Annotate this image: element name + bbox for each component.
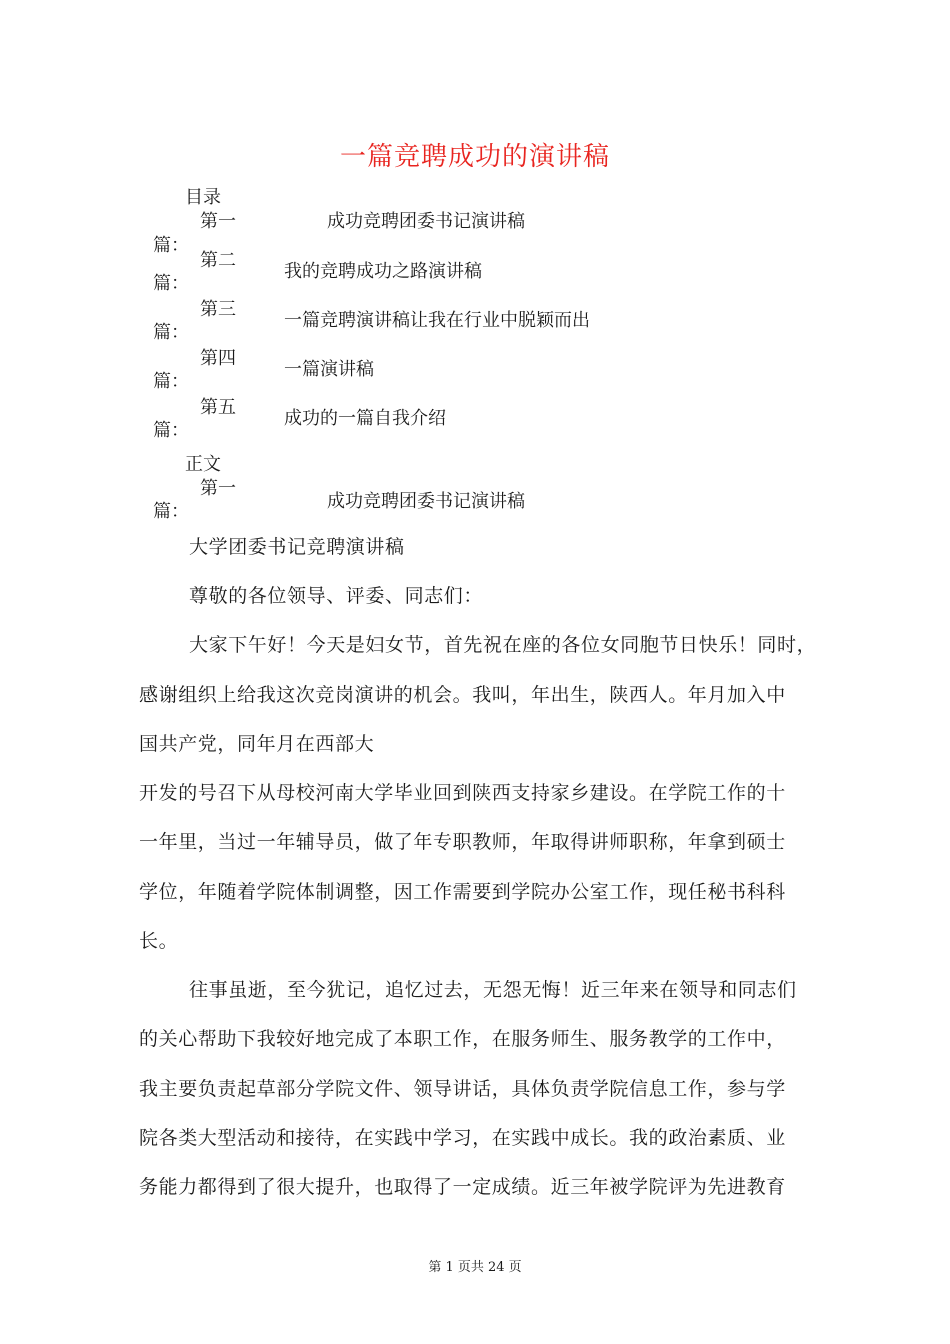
toc-item-1-suffix: 篇： <box>153 235 189 256</box>
section-1-num: 第一 <box>200 478 236 499</box>
paragraph-2-line-3: 我主要负责起草部分学院文件、领导讲话，具体负责学院信息工作，参与学 <box>139 1078 786 1100</box>
page-footer: 第 1 页共 24 页 <box>428 1260 522 1275</box>
toc-item-3-num: 第三 <box>200 299 236 320</box>
speech-subtitle: 大学团委书记竞聘演讲稿 <box>189 536 405 558</box>
toc-heading: 目录 <box>185 187 221 208</box>
toc-item-5-num: 第五 <box>200 397 236 418</box>
toc-item-2-label[interactable]: 我的竞聘成功之路演讲稿 <box>284 261 482 282</box>
paragraph-1-line-3: 国共产党，同年月在西部大 <box>139 733 375 755</box>
toc-item-5-label[interactable]: 成功的一篇自我介绍 <box>284 408 446 429</box>
paragraph-1-line-6: 学位，年随着学院体制调整，因工作需要到学院办公室工作，现任秘书科科 <box>139 881 786 903</box>
paragraph-1-line-2: 感谢组织上给我这次竞岗演讲的机会。我叫，年出生，陕西人。年月加入中 <box>139 684 786 706</box>
toc-item-4-suffix: 篇： <box>153 371 189 392</box>
paragraph-1-line-1: 大家下午好！今天是妇女节，首先祝在座的各位女同胞节日快乐！同时， <box>189 634 817 656</box>
toc-item-4-num: 第四 <box>200 348 236 369</box>
paragraph-2-line-2: 的关心帮助下我较好地完成了本职工作，在服务师生、服务教学的工作中， <box>139 1028 786 1050</box>
paragraph-2-line-4: 院各类大型活动和接待，在实践中学习，在实践中成长。我的政治素质、业 <box>139 1127 786 1149</box>
toc-item-3-suffix: 篇： <box>153 322 189 343</box>
section-1-title: 成功竞聘团委书记演讲稿 <box>327 491 525 512</box>
section-1-suffix: 篇： <box>153 501 189 522</box>
paragraph-1-line-4: 开发的号召下从母校河南大学毕业回到陕西支持家乡建设。在学院工作的十 <box>139 782 786 804</box>
toc-item-3-label[interactable]: 一篇竞聘演讲稿让我在行业中脱颖而出 <box>284 310 590 331</box>
paragraph-2-line-1: 往事虽逝，至今犹记，追忆过去，无怨无悔！近三年来在领导和同志们 <box>189 979 797 1001</box>
paragraph-1-line-5: 一年里，当过一年辅导员，做了年专职教师，年取得讲师职称，年拿到硕士 <box>139 831 786 853</box>
document-title: 一篇竞聘成功的演讲稿 <box>339 142 610 172</box>
speech-greeting: 尊敬的各位领导、评委、同志们： <box>189 585 484 607</box>
toc-item-4-label[interactable]: 一篇演讲稿 <box>284 359 374 380</box>
paragraph-2-line-5: 务能力都得到了很大提升，也取得了一定成绩。近三年被学院评为先进教育 <box>139 1176 786 1198</box>
body-heading: 正文 <box>185 454 221 475</box>
paragraph-1-line-7: 长。 <box>139 930 179 952</box>
toc-item-2-suffix: 篇： <box>153 273 189 294</box>
toc-item-1-num: 第一 <box>200 211 236 232</box>
toc-item-5-suffix: 篇： <box>153 420 189 441</box>
toc-item-2-num: 第二 <box>200 250 236 271</box>
toc-item-1-label[interactable]: 成功竞聘团委书记演讲稿 <box>327 211 525 232</box>
